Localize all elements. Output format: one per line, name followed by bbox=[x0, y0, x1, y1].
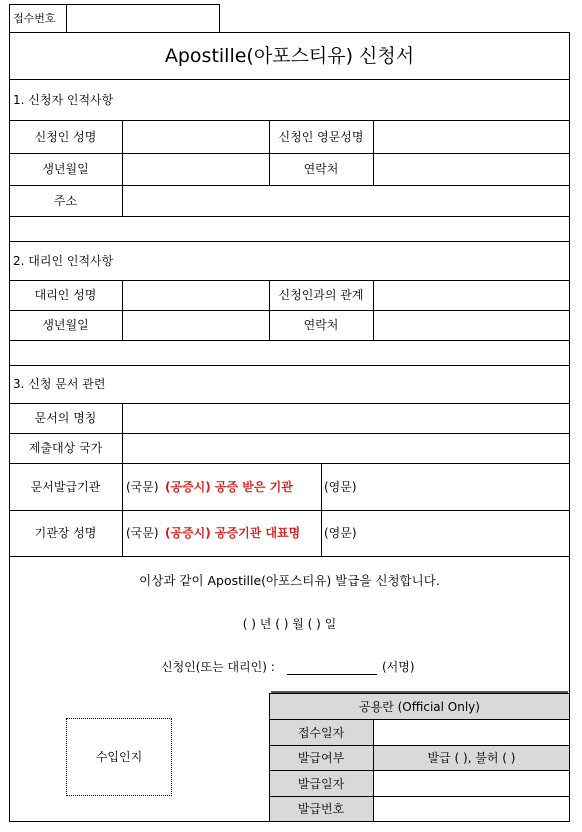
head-korean-field[interactable] bbox=[124, 512, 319, 554]
agent-contact-field[interactable] bbox=[375, 312, 568, 338]
issue-status-label: 발급여부 bbox=[297, 751, 345, 765]
date-line: ( ) 년 ( ) 월 ( ) 일 bbox=[242, 617, 337, 631]
official-use-title: 공용란 (Official Only) bbox=[359, 700, 480, 714]
applicant-sign-label: 신청인(또는 대리인) : bbox=[161, 660, 275, 674]
issuer-korean-note: (공증시) 공증 받은 기관 bbox=[165, 480, 293, 494]
receipt-date-field[interactable] bbox=[375, 721, 568, 744]
sign-label: (서명) bbox=[382, 660, 415, 674]
declaration-text: 이상과 같이 Apostille(아포스티유) 발급을 신청합니다. bbox=[139, 573, 440, 588]
receipt-date-label: 접수일자 bbox=[297, 726, 345, 740]
issue-number-field[interactable] bbox=[375, 798, 568, 820]
applicant-name-label: 신청인 성명 bbox=[34, 130, 97, 144]
agent-relation-label: 신청인과의 관계 bbox=[278, 288, 364, 302]
issuer-korean-field[interactable] bbox=[124, 465, 319, 508]
issuer-english-field[interactable] bbox=[323, 465, 568, 508]
head-english-prefix: (영문) bbox=[324, 526, 357, 540]
form-title: Apostille(아포스티유) 신청서 bbox=[164, 45, 415, 67]
applicant-english-name-label: 신청인 영문성명 bbox=[278, 130, 364, 144]
agent-relation-field[interactable] bbox=[375, 282, 568, 308]
signature-field[interactable] bbox=[287, 659, 377, 675]
applicant-contact-field[interactable] bbox=[375, 155, 568, 183]
applicant-contact-label: 연락처 bbox=[303, 162, 339, 176]
agent-birth-field[interactable] bbox=[124, 312, 267, 338]
applicant-birth-label: 생년월일 bbox=[42, 162, 89, 176]
head-korean-note: (공증시) 공증기관 대표명 bbox=[165, 526, 301, 540]
agent-birth-label: 생년월일 bbox=[42, 318, 89, 332]
revenue-stamp-label: 수입인지 bbox=[95, 750, 143, 764]
applicant-english-name-field[interactable] bbox=[375, 122, 568, 151]
section2-heading: 2. 대리인 인적사항 bbox=[13, 254, 114, 268]
receipt-number-field[interactable] bbox=[68, 6, 218, 32]
document-name-field[interactable] bbox=[124, 405, 568, 431]
applicant-birth-field[interactable] bbox=[124, 155, 267, 183]
section1-heading: 1. 신청자 인적사항 bbox=[13, 93, 114, 107]
target-country-label: 제출대상 국가 bbox=[28, 441, 103, 455]
target-country-field[interactable] bbox=[124, 435, 568, 461]
issue-number-label: 발급번호 bbox=[297, 802, 345, 816]
issuer-label: 문서발급기관 bbox=[30, 480, 101, 494]
issuer-english-prefix: (영문) bbox=[324, 480, 357, 494]
issue-date-field[interactable] bbox=[375, 772, 568, 795]
applicant-name-field[interactable] bbox=[124, 122, 267, 151]
applicant-address-label: 주소 bbox=[53, 194, 78, 208]
head-name-label: 기관장 성명 bbox=[34, 526, 97, 540]
agent-name-field[interactable] bbox=[124, 282, 267, 308]
applicant-address-field[interactable] bbox=[124, 187, 568, 214]
issuer-korean-prefix: (국문) bbox=[126, 480, 159, 494]
agent-name-label: 대리인 성명 bbox=[34, 288, 97, 302]
section3-heading: 3. 신청 문서 관련 bbox=[13, 377, 106, 391]
head-korean-prefix: (국문) bbox=[126, 526, 159, 540]
head-english-field[interactable] bbox=[323, 512, 568, 554]
issue-status-options[interactable]: 발급 ( ), 불허 ( ) bbox=[427, 751, 516, 765]
issue-date-label: 발급일자 bbox=[297, 777, 345, 791]
receipt-number-label: 접수번호 bbox=[13, 12, 56, 25]
document-name-label: 문서의 명칭 bbox=[34, 411, 97, 425]
agent-contact-label: 연락처 bbox=[303, 318, 339, 332]
